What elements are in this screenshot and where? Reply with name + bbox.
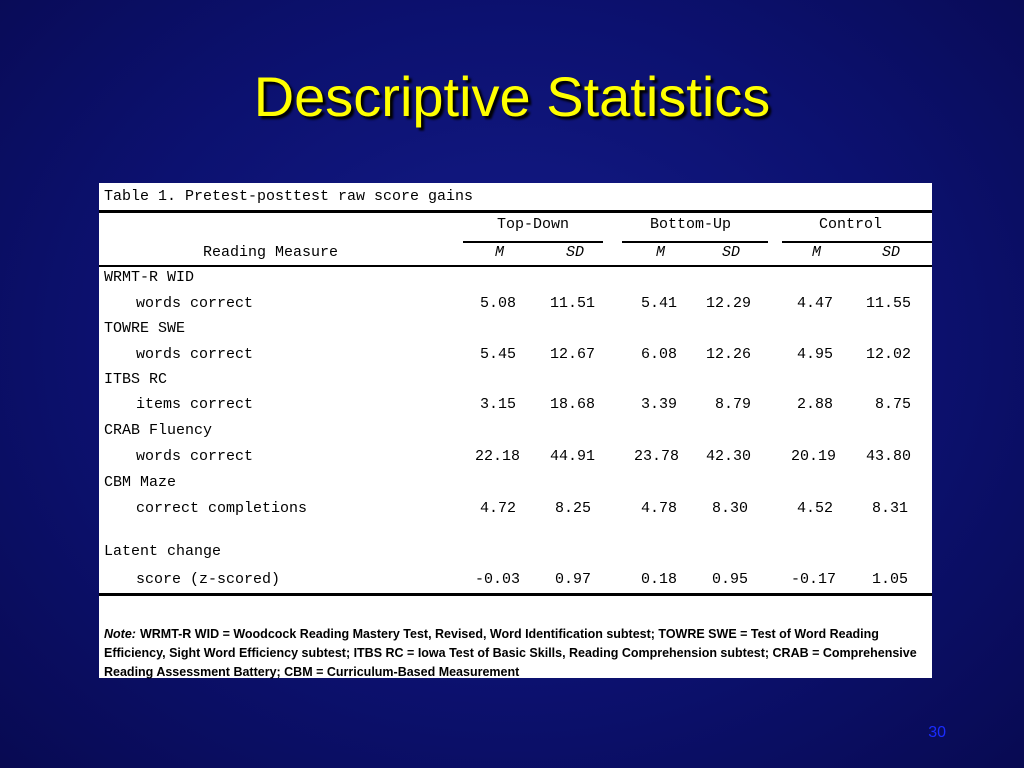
value-cell: 5.41	[641, 295, 678, 312]
value-cell: 8.25	[555, 500, 592, 517]
value-cell: 0.95	[712, 571, 749, 588]
group-header-control: Control	[819, 216, 883, 233]
value-cell: 12.67	[550, 346, 596, 363]
value-cell: 18.68	[550, 396, 596, 413]
value-cell: 4.72	[480, 500, 517, 517]
group-underline-bottom-up	[622, 241, 768, 243]
page-number: 30	[928, 724, 946, 741]
value-cell: 12.29	[706, 295, 752, 312]
value-cell: 22.18	[475, 448, 521, 465]
stat-header-m-3: M	[812, 244, 822, 261]
group-header-bottom-up: Bottom-Up	[650, 216, 732, 233]
value-cell: 44.91	[550, 448, 596, 465]
measure-label: correct completions	[136, 500, 308, 517]
measure-label: words correct	[136, 295, 254, 312]
value-cell: 0.97	[555, 571, 592, 588]
value-cell: 11.55	[866, 295, 912, 312]
measure-label: items correct	[136, 396, 254, 413]
value-cell: 8.30	[712, 500, 749, 517]
value-cell: 8.75	[875, 396, 912, 413]
value-cell: 5.08	[480, 295, 517, 312]
measure-label: words correct	[136, 448, 254, 465]
section-heading: CRAB Fluency	[104, 422, 213, 439]
value-cell: 1.05	[872, 571, 909, 588]
value-cell: 5.45	[480, 346, 517, 363]
table-top-rule	[99, 210, 932, 213]
measure-label: score (z-scored)	[136, 571, 281, 588]
section-heading: ITBS RC	[104, 371, 168, 388]
value-cell: 2.88	[797, 396, 834, 413]
table-note-text: WRMT-R WID = Woodcock Reading Mastery Test, Revised, Word Identification subtest; TOWRE SWE = Test of Word Reading Efficiency, Sight Word Efficiency subtest; ITBS RC = Iowa Test of Basic Skills, Reading Comprehension subtest; CRAB = Comprehensive Reading Assessment Battery; CBM = Curriculum-Based Measurement	[104, 627, 917, 679]
statistics-table	[99, 183, 932, 678]
stat-header-sd-2: SD	[722, 244, 741, 261]
value-cell: 3.39	[641, 396, 678, 413]
table-header-rule	[99, 265, 932, 267]
stat-header-m-1: M	[495, 244, 505, 261]
value-cell: -0.03	[475, 571, 521, 588]
value-cell: 20.19	[791, 448, 837, 465]
group-header-top-down: Top-Down	[497, 216, 570, 233]
value-cell: 4.47	[797, 295, 834, 312]
value-cell: 6.08	[641, 346, 678, 363]
value-cell: 8.31	[872, 500, 909, 517]
value-cell: 23.78	[634, 448, 680, 465]
value-cell: 4.78	[641, 500, 678, 517]
table-caption: Table 1. Pretest-posttest raw score gains	[104, 188, 474, 205]
value-cell: 4.52	[797, 500, 834, 517]
table-note	[104, 625, 924, 682]
section-heading: Latent change	[104, 543, 222, 560]
value-cell: 4.95	[797, 346, 834, 363]
section-heading: WRMT-R WID	[104, 269, 195, 286]
value-cell: 12.26	[706, 346, 752, 363]
value-cell: 0.18	[641, 571, 678, 588]
value-cell: 43.80	[866, 448, 912, 465]
section-heading: CBM Maze	[104, 474, 177, 491]
value-cell: 11.51	[550, 295, 596, 312]
table-note-lead: Note:	[104, 627, 136, 641]
measure-label: words correct	[136, 346, 254, 363]
value-cell: 42.30	[706, 448, 752, 465]
value-cell: -0.17	[791, 571, 837, 588]
stat-header-sd-3: SD	[882, 244, 901, 261]
group-underline-control	[782, 241, 932, 243]
stat-header-m-2: M	[656, 244, 666, 261]
value-cell: 8.79	[715, 396, 752, 413]
value-cell: 12.02	[866, 346, 912, 363]
section-heading: TOWRE SWE	[104, 320, 186, 337]
value-cell: 3.15	[480, 396, 517, 413]
row-header-label: Reading Measure	[203, 244, 339, 261]
stat-header-sd-1: SD	[566, 244, 585, 261]
slide-title: Descriptive Statistics	[253, 65, 771, 128]
table-bottom-rule	[99, 593, 932, 596]
